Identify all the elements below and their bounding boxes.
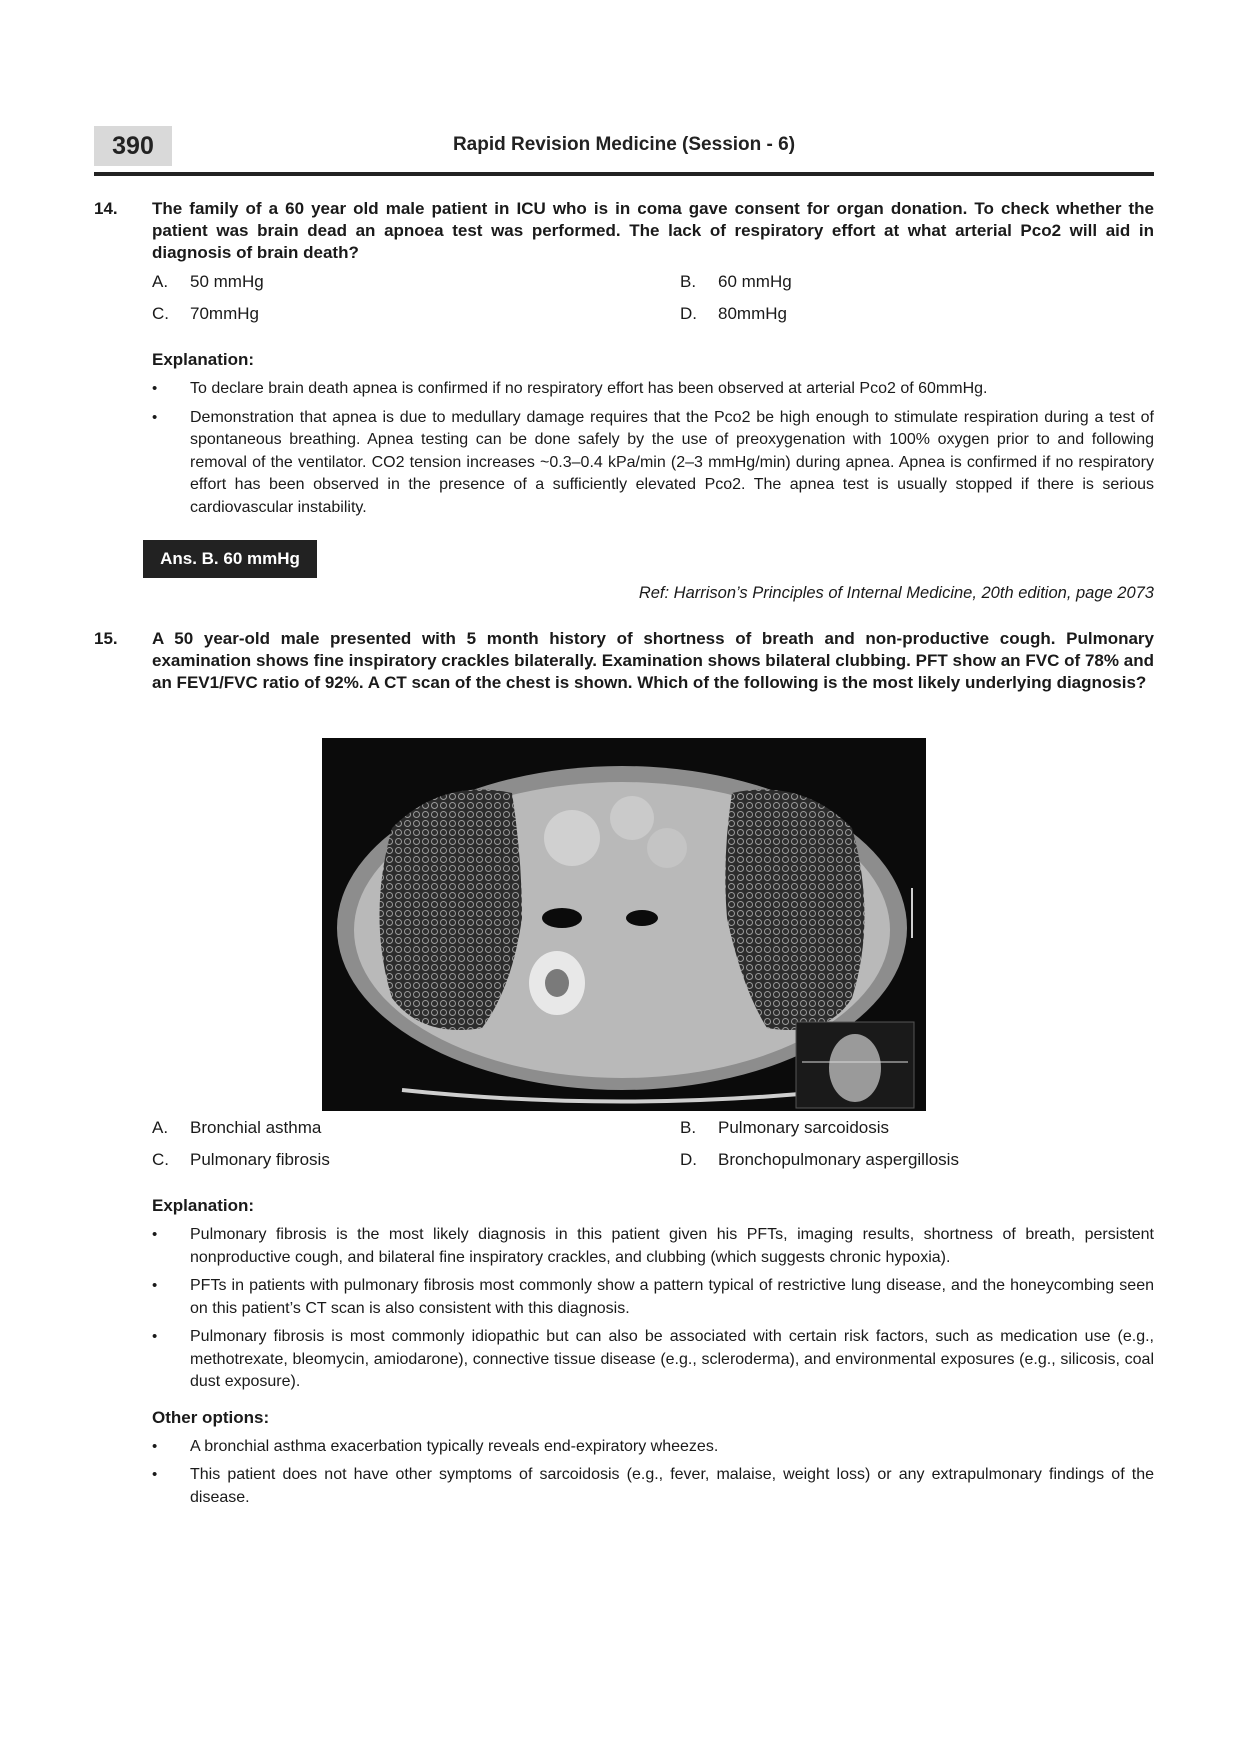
explanation-item: • Pulmonary fibrosis is the most likely diagnosis in this patient given his PFTs, imaging results, shortness of breath, persistent nonproductive cough, and bilateral fine inspiratory crackles, and clubbing (which suggests chronic hypoxia). <box>94 1224 1154 1269</box>
explanation-list <box>94 378 1154 519</box>
option-c: C. 70mmHg <box>152 304 259 323</box>
option-b: B. 60 mmHg <box>680 272 792 291</box>
options-list <box>152 272 1154 336</box>
option-c: C. Pulmonary fibrosis <box>152 1150 330 1169</box>
header-rule <box>94 172 1154 176</box>
other-options-heading: Other options: <box>152 1407 270 1427</box>
options-list <box>152 1118 1154 1182</box>
option-b: B. Pulmonary sarcoidosis <box>680 1118 890 1137</box>
running-title: Rapid Revision Medicine (Session - 6) <box>452 134 796 155</box>
explanation-heading: Explanation: <box>152 1196 255 1215</box>
question-15 <box>94 628 1154 694</box>
option-d: D. Bronchopulmonary aspergillosis <box>680 1150 959 1169</box>
explanation-heading: Explanation: <box>152 350 255 369</box>
ct-scan-graphic <box>322 738 926 1111</box>
page-header <box>94 126 1154 174</box>
explanation-item: • Pulmonary fibrosis is most commonly idiopathic but can also be associated with certain risk factors, such as medication use (e.g., methotrexate, bleomycin, amiodarone), connective tissue disease (e.g., scleroderma), and environmental exposures (e.g., silicosis, coal dust exposure). <box>94 1326 1154 1394</box>
option-a: A. 50 mmHg <box>152 272 264 291</box>
explanation-list <box>94 1224 1154 1394</box>
explanation-item: • PFTs in patients with pulmonary fibrosis most commonly show a pattern typical of restrictive lung disease, and the honeycombing seen on this patient’s CT scan is also consistent with this diagnosis. <box>94 1275 1154 1320</box>
other-option-item: • This patient does not have other symptoms of sarcoidosis (e.g., fever, malaise, weight loss) or any extrapulmonary findings of the disease. <box>94 1464 1154 1509</box>
explanation-item: • To declare brain death apnea is confirmed if no respiratory effort has been observed at arterial Pco2 of 60mmHg. <box>94 378 1154 401</box>
option-a: A. Bronchial asthma <box>152 1118 322 1137</box>
question-number: 14. <box>94 199 118 218</box>
question-stem: A 50 year-old male presented with 5 month history of shortness of breath and non-productive cough. Pulmonary examination shows fine inspiratory crackles bilaterally. Examination shows bilateral clubbing. PFT show an FVC of 78% and an FEV1/FVC ratio of 92%. A CT scan of the chest is shown. Which of the following is the most likely underlying diagnosis? <box>152 629 1154 692</box>
answer-box: Ans. B. 60 mmHg <box>143 540 317 578</box>
other-option-item: • A bronchial asthma exacerbation typically reveals end-expiratory wheezes. <box>94 1436 1154 1459</box>
question-15-body <box>94 1118 1154 1515</box>
question-14 <box>94 198 1154 525</box>
question-number: 15. <box>94 629 118 648</box>
question-stem: The family of a 60 year old male patient in ICU who is in coma gave consent for organ donation. To check whether the patient was brain dead an apnoea test was performed. The lack of respiratory effort at what arterial Pco2 will aid in diagnosis of brain death? <box>152 199 1154 262</box>
option-d: D. 80mmHg <box>680 304 787 323</box>
explanation-item: • Demonstration that apnea is due to medullary damage requires that the Pco2 be high enough to stimulate respiration during a test of spontaneous breathing. Apnea testing can be done safely by the use of preoxygenation with 100% oxygen prior to and following removal of the ventilator. CO2 tension increases ~0.3–0.4 kPa/min (2–3 mmHg/min) during apnea. Apnea is confirmed if no respiratory effort has been observed in the presence of a sufficiently elevated Pco2. The apnea test is usually stopped if there is serious cardiovascular instability. <box>94 407 1154 520</box>
ct-scan-image <box>322 738 926 1111</box>
page-number: 390 <box>94 126 172 166</box>
reference: Ref: Harrison’s Principles of Internal Medicine, 20th edition, page 2073 <box>638 584 1154 602</box>
other-options-list <box>94 1436 1154 1510</box>
